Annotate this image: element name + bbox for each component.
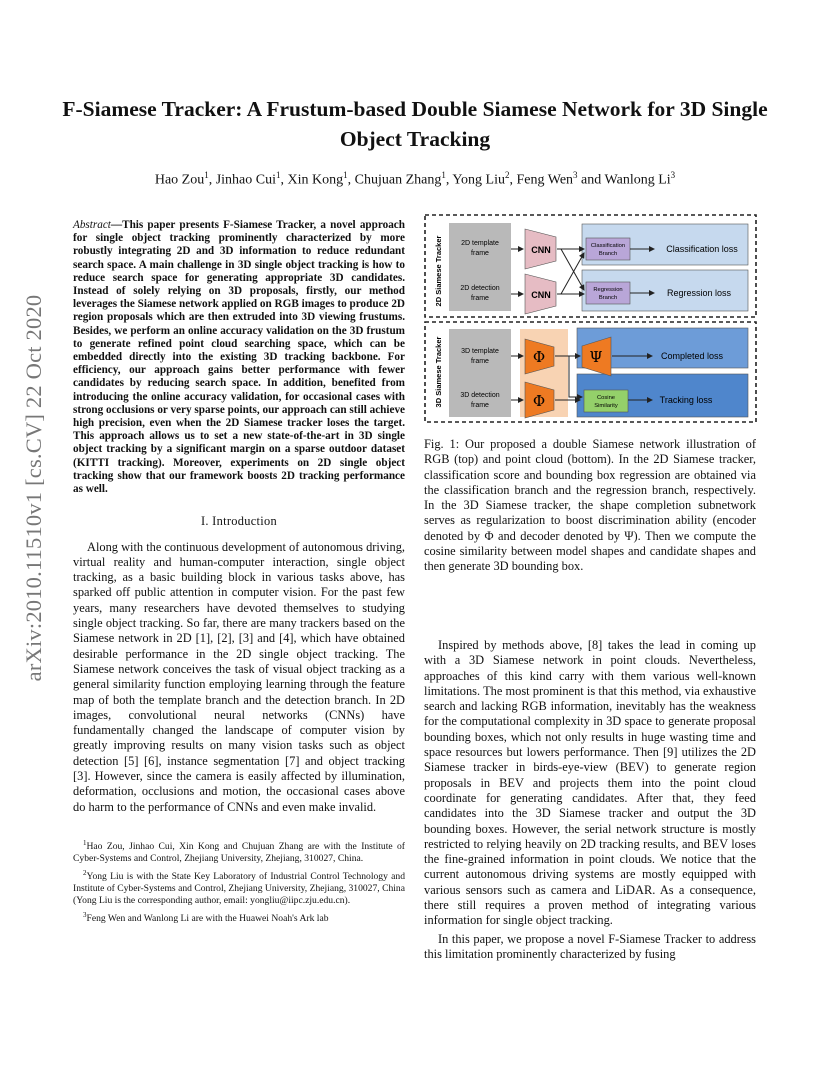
author-affiliation-mark: 1 xyxy=(441,170,446,180)
footnote-1 xyxy=(73,838,405,865)
author-affiliation-mark: 1 xyxy=(276,170,281,180)
author-separator: , xyxy=(347,172,355,188)
author-separator: , xyxy=(208,172,216,188)
regression-loss-label: Regression loss xyxy=(666,288,732,298)
abstract-dash: — xyxy=(110,219,123,231)
classification-branch-label: Branch xyxy=(598,251,618,257)
author-separator: , xyxy=(509,172,517,188)
template-3d-label: 3D template xyxy=(461,348,499,355)
cosine-similarity-label: Similarity xyxy=(594,403,618,409)
classification-loss-label: Classification loss xyxy=(666,244,738,254)
author-affiliation-mark: 1 xyxy=(204,170,209,180)
cosine-similarity-label: Cosine xyxy=(596,395,616,401)
author-name: Chujuan Zhang xyxy=(354,172,442,188)
abstract-text: This paper presents F-Siamese Tracker, a novel approach for single object tracking prominently characterized by more robustly integrating 2D and 3D information to reduce redundant search space. A main challenge in 3D single object tracking is how to reduce search space for generating appropriate 3D candidates. Instead of solely relying on 3D proposals, firstly, our method leverages the Siamese network applied on RGB images to produce 2D region proposals which are then extruded into 3D viewing frustums. Besides, we perform an online accuracy validation on the 3D frustum to generate refined point cloud searching space, which can be embedded directly into the existing 3D tracking backbone. For efficiency, our approach gains better performance with fewer candidates by reducing search space. In addition, benefited from introducing the online accuracy validation, for occasional cases with strong occlusions or very sparse points, our approach can still achieve high precision, even when the 2D Siamese tracker loses the target. This approach allows us to set a new state-of-the-art in 3D single object tracking by a significant margin on a sparse outdoor dataset (KITTI tracking). Moreover, experiments on 2D single object tracking show that our framework boosts 2D tracking performance as well. xyxy=(73,219,406,496)
abstract xyxy=(73,219,405,496)
figure-1-caption: Fig. 1: Our proposed a double Siamese network illustration of RGB (top) and point cloud (bottom). In the 2D Siamese tracker, classification score and bounding box regression are obtained via the classification branch and the regression branch, respectively. In the 3D Siamese tracker, the shape completion subnetwork serves as regularization to boost discrimination ability (encoder denoted by Φ and decoder denoted by Ψ). Then we compute the cosine similarity between model shapes and candidate shapes and then generate 3D bounding box. xyxy=(424,437,756,574)
author-name: Hao Zou xyxy=(154,172,205,188)
tracker-2d-label: 2D Siamese Tracker xyxy=(434,235,443,307)
author-name: Jinhao Cui xyxy=(215,172,276,188)
author-affiliation-mark: 3 xyxy=(573,170,578,180)
arxiv-identifier-text: arXiv:2010.11510v1 [cs.CV] 22 Oct 2020 xyxy=(21,294,46,681)
section-heading-introduction: I. Introduction xyxy=(200,514,278,529)
left-column xyxy=(73,219,405,928)
arrow xyxy=(561,253,584,294)
author-name: Xin Kong xyxy=(287,172,344,188)
regression-branch-label: Branch xyxy=(598,295,618,301)
figure-1-diagram xyxy=(424,214,757,424)
author-name: Wanlong Li xyxy=(604,172,671,188)
decoder-psi-label: Ψ xyxy=(589,348,603,366)
network-diagram xyxy=(424,214,757,424)
intro-paragraph: Along with the continuous development of autonomous driving, virtual reality and human-computer interaction, single object tracking, as a basic building block in various tasks above, has sparked off public attention in computer vision. For the past few years, many researchers have devoted themselves to studying single object tracking. So far, there are many trackers based on the Siamese network in 2D [1], [2], [3] and [4], which have obtained desirable performance in the 2D single object tracking. The Siamese network conceives the task of visual object tracking as a general similarity function employing learning through the feature map of both the template branch and the detection branch. In 2D images, convolutional neural networks (CNNs) have fundamentally changed the landscape of computer vision by greatly improving results on many vision tasks such as object detection [5] [6], instance segmentation [7] and object tracking [3]. However, since the camera is easily affected by illumination, deformation, occlusions and motion, the occasional cases above do harm to the performance of CNNs and even make invalid. xyxy=(73,539,405,814)
footnotes xyxy=(73,838,405,925)
regression-branch-label: Regression xyxy=(593,287,623,293)
author-list xyxy=(60,170,770,189)
cnn-label: CNN xyxy=(531,290,551,300)
author-separator: , xyxy=(280,172,288,188)
footnote-mark: 3 xyxy=(83,911,87,920)
encoder-phi-label: Φ xyxy=(532,392,546,410)
completed-loss-label: Completed loss xyxy=(660,351,724,361)
author-affiliation-mark: 2 xyxy=(504,170,510,180)
template-3d-label: frame xyxy=(471,358,489,365)
footnote-2 xyxy=(73,868,405,907)
detection-2d-label: frame xyxy=(471,295,489,302)
footnote-text: Hao Zou, Jinhao Cui, Xin Kong and Chujuan Zhang are with the Institute of Cyber-Systems and Control, Zhejiang University, Zhejiang, 310027, China. xyxy=(73,841,405,865)
arrow xyxy=(561,249,584,290)
body-paragraph: Inspired by methods above, [8] takes the lead in coming up with a 3D Siamese network in point clouds. Nevertheless, approaches of this kind carry with them various well-known limitations. The most prominent is that this method, via exhaustive search and lacking RGB information, inevitably has the weakness for the computational complexity in 3D space to generate proposal bounding boxes, which not only results in huge wasting time and space resources but lowers performance. Then [9] utilizes the 2D Siamese tracker in birds-eye-view (BEV) to generate region proposals in BEV and projects them into the point cloud coordinate for generating candidates. After that, they feed candidates into the 3D Siamese tracker and output the 3D bounding boxes. However, the serial network structure is mostly restricted to relying heavily on 2D tracking results, and BEV loses the fine-grained information in point clouds. We notice that the current autonomous driving systems are mostly equipped with various sensors such as camera and LiDAR. As a consequence, there still requires a proven method of integrating various information for single object tracking. xyxy=(424,638,756,928)
footnote-text: Feng Wen and Wanlong Li are with the Huawei Noah's Ark lab xyxy=(86,913,329,925)
author-affiliation-mark: 1 xyxy=(343,170,348,180)
classification-branch-label: Classification xyxy=(590,243,626,249)
footnote-divider xyxy=(73,820,405,826)
cnn-label: CNN xyxy=(531,245,551,255)
detection-3d-label: 3D detection xyxy=(460,392,500,399)
abstract-label: Abstract xyxy=(73,219,111,231)
detection-3d-label: frame xyxy=(471,402,489,409)
author-affiliation-mark: 3 xyxy=(670,170,676,180)
author-name: Feng Wen xyxy=(516,172,574,188)
author-separator: , xyxy=(445,172,453,188)
arxiv-identifier xyxy=(14,290,54,685)
footnote-3 xyxy=(73,910,405,925)
template-2d-label: 2D template xyxy=(461,240,499,247)
encoder-phi-label: Φ xyxy=(532,348,546,366)
footnote-mark: 2 xyxy=(83,869,87,878)
template-2d-label: frame xyxy=(471,250,489,257)
paper-title: F-Siamese Tracker: A Frustum-based Double Siamese Network for 3D Single Object Tracking xyxy=(62,97,768,151)
footnote-text: Yong Liu is with the State Key Laboratory of Industrial Control Technology and Institute of Cyber-Systems and Control, Zhejiang University, Zhejiang, 310027, China (Yong Liu is the corresponding author, email: yongliu@iipc.zju.edu.cn). xyxy=(73,871,405,907)
author-name: Yong Liu xyxy=(452,172,505,188)
tracking-loss-label: Tracking loss xyxy=(659,395,713,405)
detection-2d-label: 2D detection xyxy=(460,285,500,292)
footnote-mark: 1 xyxy=(83,839,87,848)
author-separator: and xyxy=(577,172,605,188)
right-column-body xyxy=(424,638,756,965)
body-paragraph: In this paper, we propose a novel F-Siamese Tracker to address this limitation prominently characterized by fusing xyxy=(424,931,756,961)
tracker-3d-label: 3D Siamese Tracker xyxy=(434,336,443,408)
